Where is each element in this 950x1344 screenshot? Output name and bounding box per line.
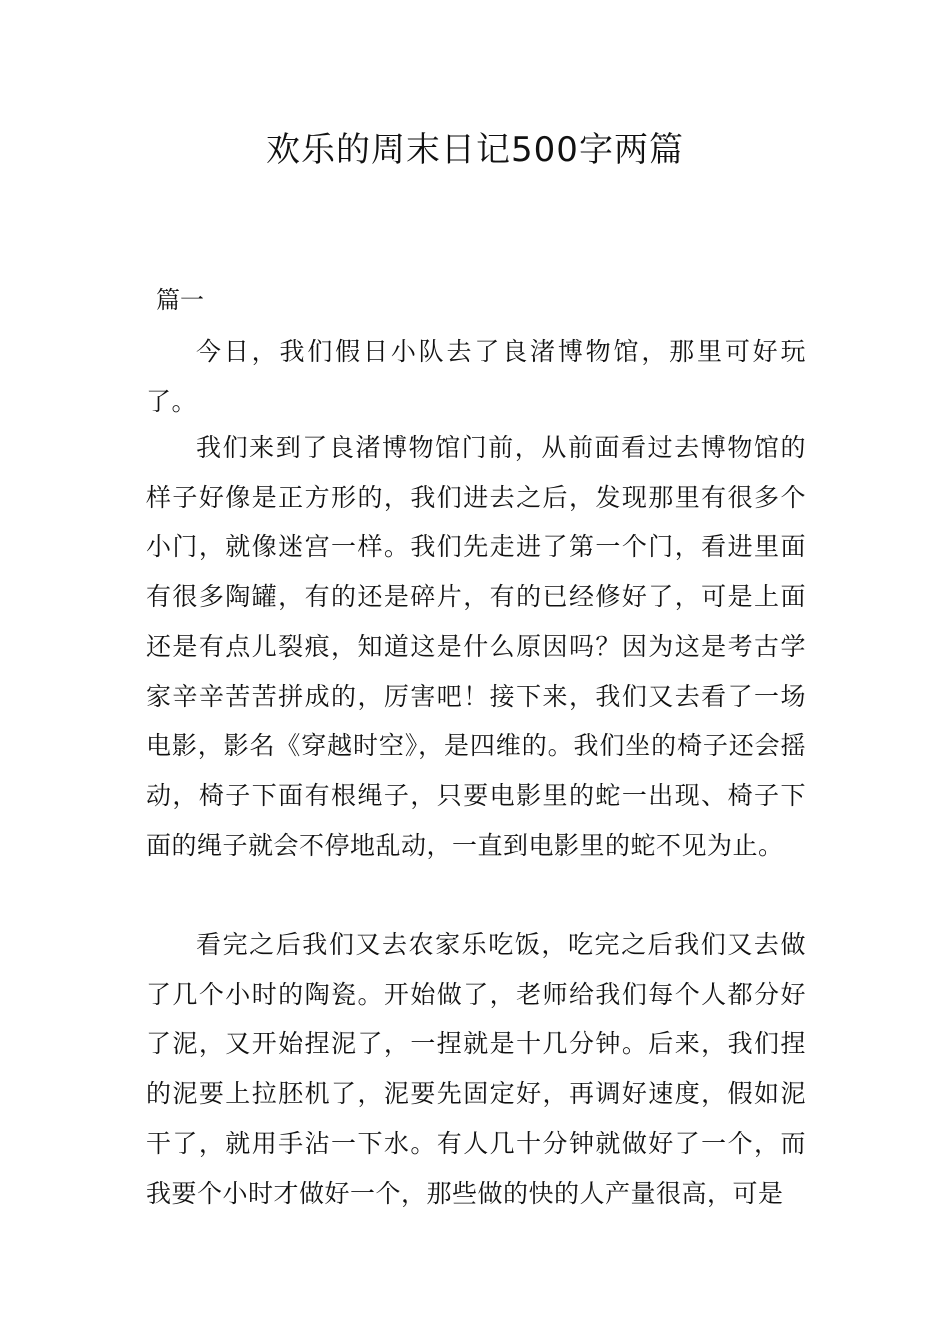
paragraph-2: 我们来到了良渚博物馆门前，从前面看过去博物馆的样子好像是正方形的，我们进去之后，发现那里有很多个小门，就像迷宫一样。我们先走进了第一个门，看进里面有很多陶罐，有的还是碎片，有的已经修好了，可是上面还是有点儿裂痕，知道这是什么原因吗？因为这是考古学家辛辛苦苦拼成的，厉害吧！接下来，我们又去看了一场电影，影名《穿越时空》，是四维的。我们坐的椅子还会摇动，椅子下面有根绳子，只要电影里的蛇一出现、椅子下面的绳子就会不停地乱动，一直到电影里的蛇不见为止。 [146, 433, 806, 860]
paragraph-1: 今日，我们假日小队去了良渚博物馆，那里可好玩了。 [146, 337, 806, 416]
section-label: 篇一 [156, 286, 204, 314]
document-title: 欢乐的周末日记500字两篇 [266, 130, 684, 170]
paragraph-3: 看完之后我们又去农家乐吃饭，吃完之后我们又去做了几个小时的陶瓷。开始做了，老师给我们每个人都分好了泥，又开始捏泥了，一捏就是十几分钟。后来，我们捏的泥要上拉胚机了，泥要先固定好，再调好速度，假如泥干了，就用手沾一下水。有人几十分钟就做好了一个，而我要个小时才做好一个，那些做的快的人产量很高，可是 [146, 930, 806, 1208]
